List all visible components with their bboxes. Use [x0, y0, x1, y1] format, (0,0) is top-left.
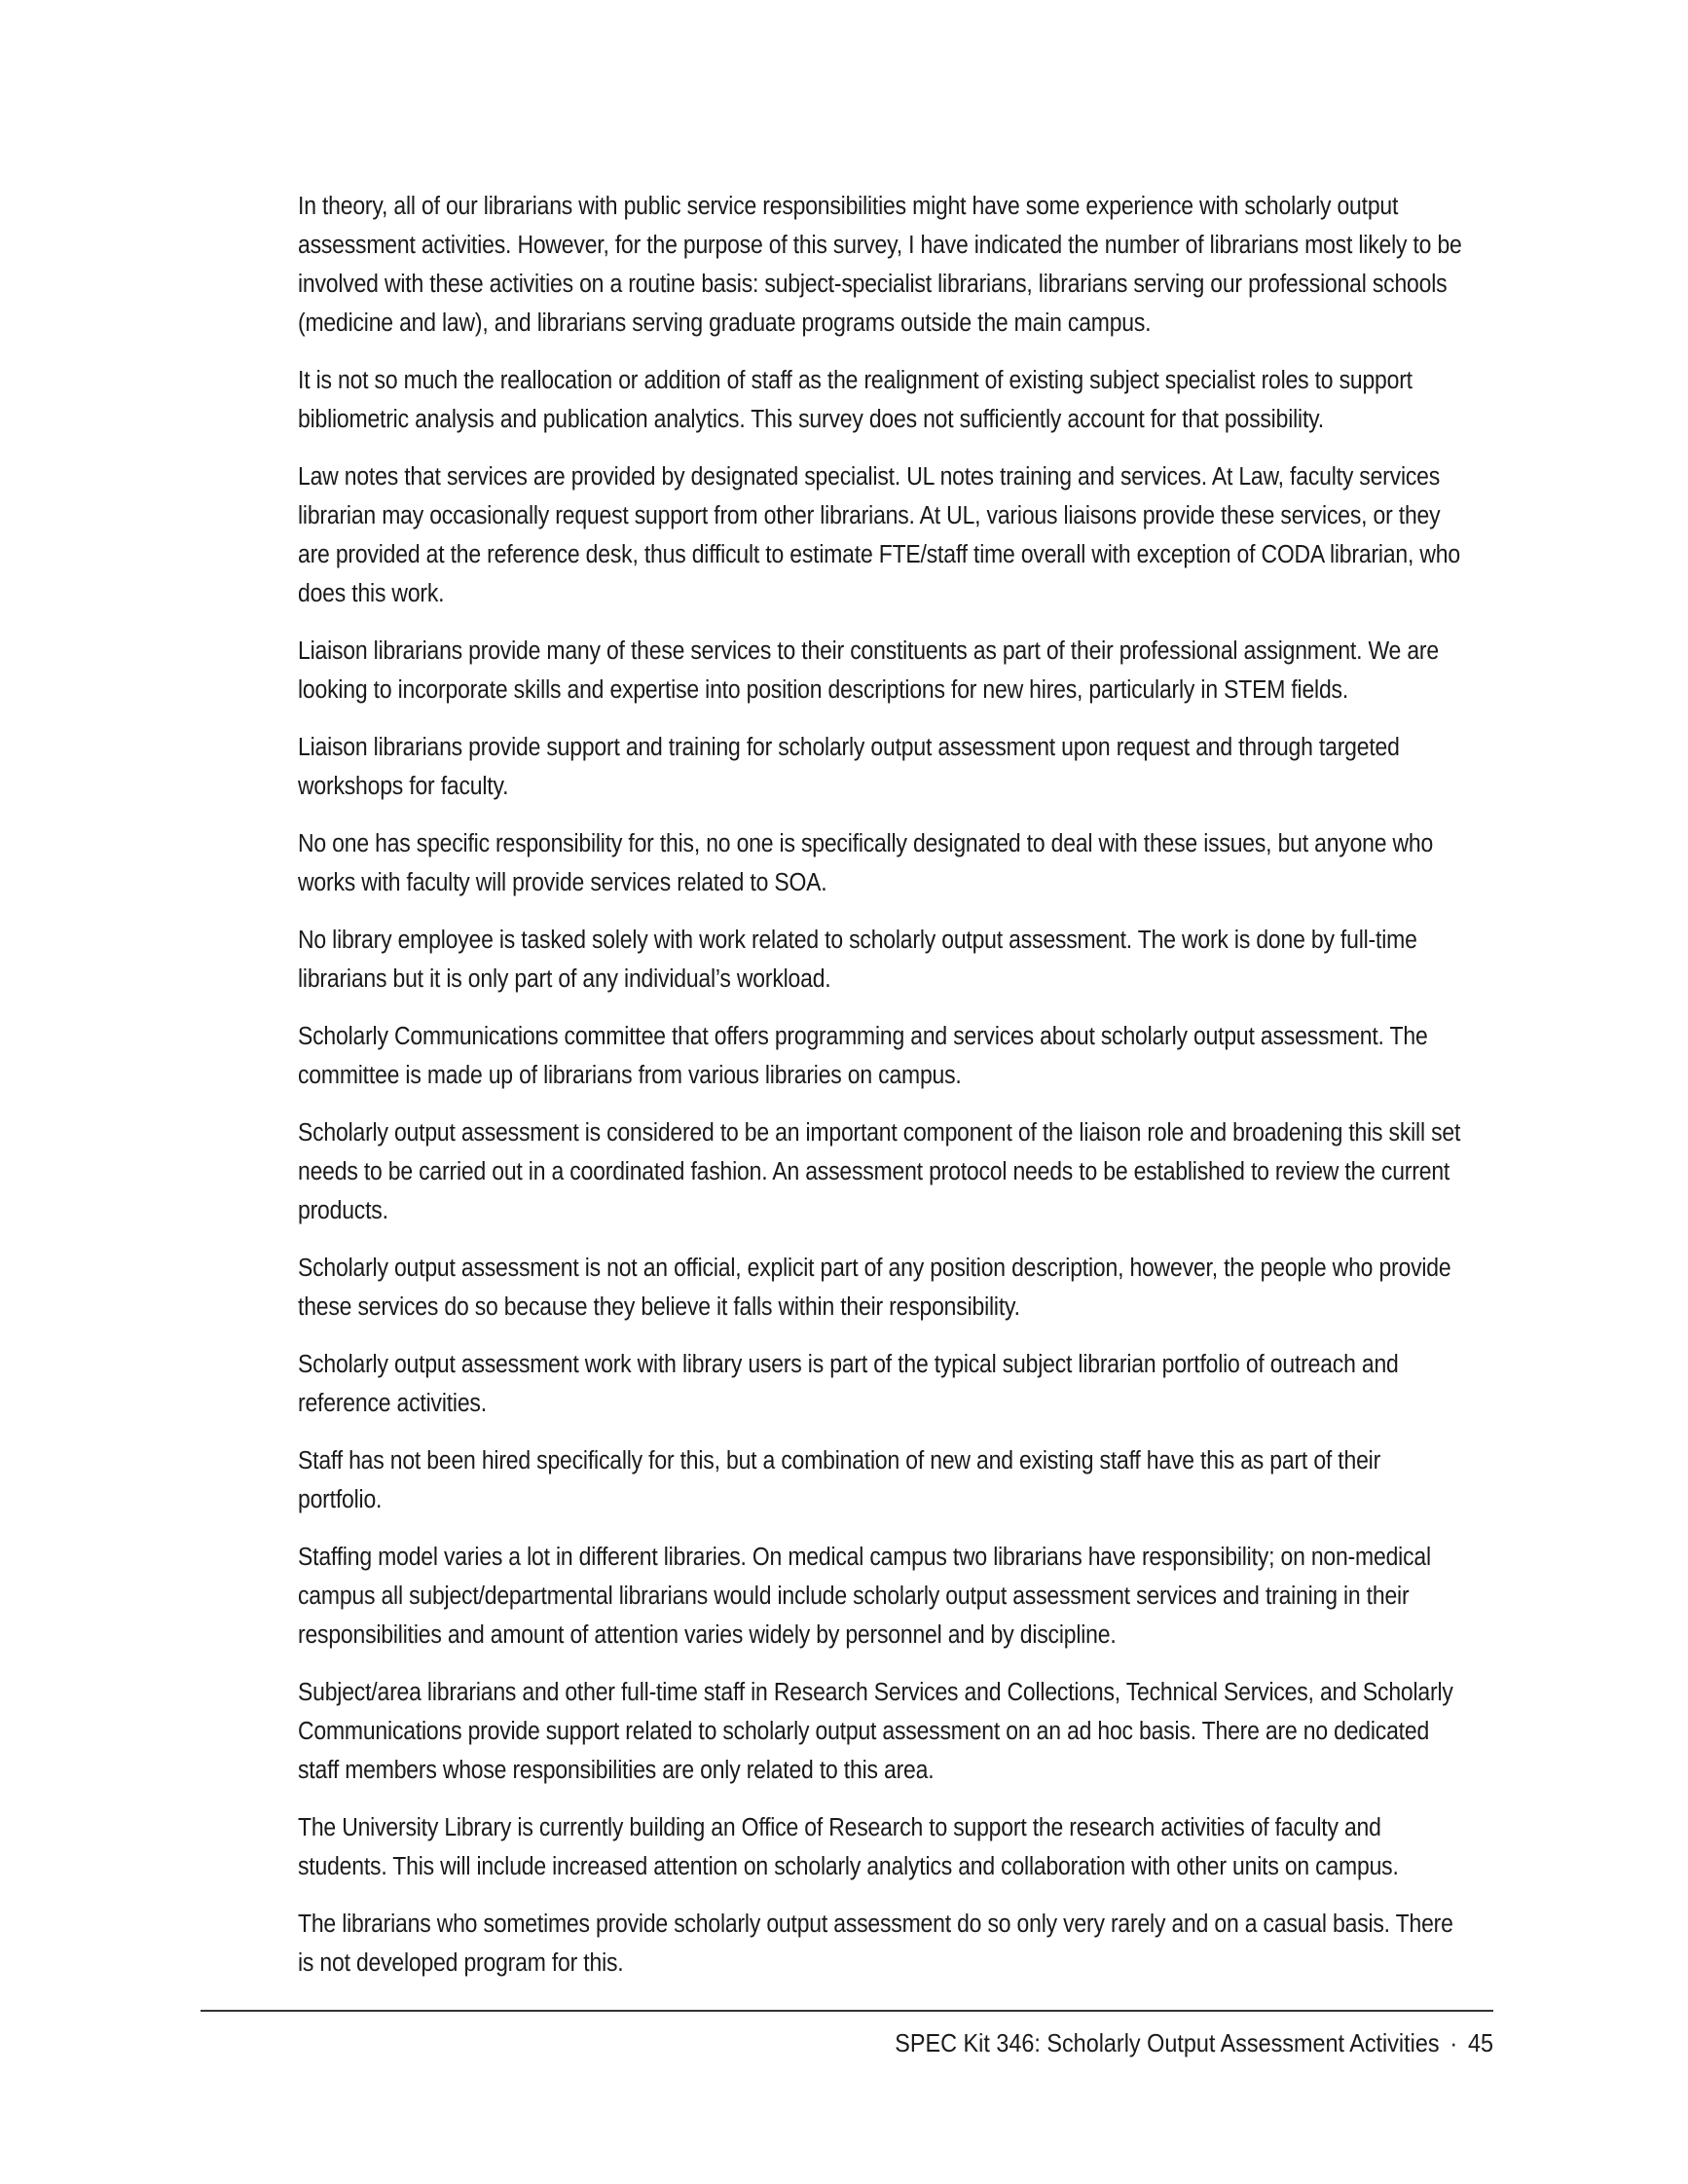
paragraph-15: The University Library is currently building an Office of Research to support the research activities of faculty and students. This will include increased attention on scholarly analytics and collaboration with other units on campus. — [298, 1814, 1399, 1880]
paragraph-3: Law notes that services are provided by designated specialist. UL notes training and services. At Law, faculty services librarian may occasionally request support from other librarians. At UL, various liaisons provide these services, or they are provided at the reference desk, thus difficult to estimate FTE/staff time overall with exception of CODA librarian, who does this work. — [298, 463, 1460, 607]
footer-separator: · — [1449, 2028, 1458, 2057]
paragraph-16: The librarians who sometimes provide scholarly output assessment do so only very rarely and on a casual basis. There is not developed program for this. — [298, 1911, 1453, 1977]
paragraph-5: Liaison librarians provide support and training for scholarly output assessment upon request and through targeted workshops for faculty. — [298, 734, 1400, 800]
paragraph-11: Scholarly output assessment work with library users is part of the typical subject librarian portfolio of outreach and reference activities. — [298, 1351, 1399, 1417]
paragraph-12: Staff has not been hired specifically for this, but a combination of new and existing staff have this as part of their portfolio. — [298, 1447, 1381, 1513]
paragraph-8: Scholarly Communications committee that offers programming and services about scholarly output assessment. The committee is made up of librarians from various libraries on campus. — [298, 1023, 1428, 1089]
paragraph-14: Subject/area librarians and other full-time staff in Research Services and Collections, Technical Services, and Scholarly Communications provide support related to scholarly output assessment on an ad hoc basis. There are no dedicated staff members whose responsibilities are only related to this area. — [298, 1679, 1453, 1784]
paragraph-10: Scholarly output assessment is not an official, explicit part of any position description, however, the people who provide these services do so because they believe it falls within their responsibility. — [298, 1255, 1451, 1321]
footer-publication-title: SPEC Kit 346: Scholarly Output Assessment Activities — [895, 2028, 1440, 2057]
page-number: 45 — [1467, 2028, 1493, 2057]
paragraph-7: No library employee is tasked solely with work related to scholarly output assessment. The work is done by full-time librarians but it is only part of any individual’s workload. — [298, 927, 1417, 993]
paragraph-6: No one has specific responsibility for this, no one is specifically designated to deal with these issues, but anyone who works with faculty will provide services related to SOA. — [298, 830, 1434, 896]
paragraph-9: Scholarly output assessment is considered to be an important component of the liaison role and broadening this skill set needs to be carried out in a coordinated fashion. An assessment protocol needs to be established to review the current products. — [298, 1119, 1461, 1224]
paragraph-4: Liaison librarians provide many of these services to their constituents as part of their professional assignment. We are looking to incorporate skills and expertise into position descriptions for new hires, particularly in STEM fields. — [298, 637, 1439, 704]
paragraph-2: It is not so much the reallocation or addition of staff as the realignment of existing subject specialist roles to support bibliometric analysis and publication analytics. This survey does not sufficiently account for that possibility. — [298, 367, 1413, 433]
paragraph-1: In theory, all of our librarians with public service responsibilities might have some experience with scholarly output assessment activities. However, for the purpose of this survey, I have indicated the number of librarians most likely to be involved with these activities on a routine basis: subject-specialist librarians, librarians serving our professional schools (medicine and law), and librarians serving graduate programs outside the main campus. — [298, 193, 1462, 337]
footer-divider — [201, 2010, 1493, 2012]
page-body — [298, 187, 1466, 2001]
page-footer — [895, 2025, 1493, 2060]
paragraph-13: Staffing model varies a lot in different libraries. On medical campus two librarians have responsibility; on non-medical campus all subject/departmental librarians would include scholarly output assessment services and training in their responsibilities and amount of attention varies widely by personnel and by discipline. — [298, 1544, 1431, 1649]
